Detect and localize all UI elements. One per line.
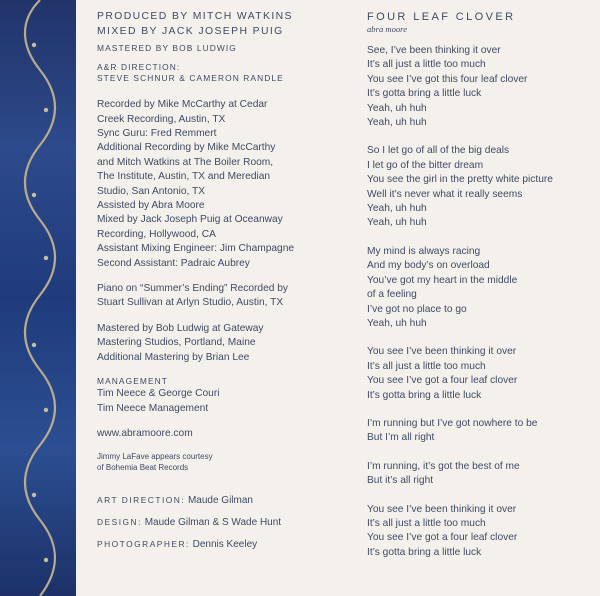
credit-line: Mastering Studios, Portland, Maine <box>97 337 256 349</box>
credit-line: Assisted by Abra Moore <box>97 200 205 212</box>
song-writer: abra moore <box>367 24 408 34</box>
credit-line: Tim Neece Management <box>97 402 209 414</box>
credit-line: Second Assistant: Padraic Aubrey <box>97 257 250 269</box>
mastering-credits <box>97 322 342 365</box>
lyric-line: It’s gotta bring a little luck <box>367 389 482 401</box>
lyric-stanza <box>367 417 592 446</box>
design-credit <box>97 515 342 530</box>
lyric-line: Well it’s never what it really seems <box>367 188 523 200</box>
lyric-line: You see I’ve got this four leaf clover <box>367 73 528 85</box>
art-credits <box>97 493 342 552</box>
lyric-stanza <box>367 503 592 561</box>
courtesy-line: of Bohemia Beat Records <box>97 462 189 472</box>
lyric-line: It’s all just a little too much <box>367 517 486 529</box>
lyric-line: It’s gotta bring a little luck <box>367 88 482 100</box>
piano-credits <box>97 282 342 311</box>
lyric-line: You see I’ve been thinking it over <box>367 346 517 358</box>
mastered-by: MASTERED BY BOB LUDWIG <box>97 43 237 54</box>
photographer-name: Dennis Keeley <box>189 539 258 551</box>
ar-names: STEVE SCHNUR & CAMERON RANDLE <box>97 73 284 84</box>
art-direction-role: ART DIRECTION: <box>97 495 186 506</box>
lyric-stanza <box>367 460 592 489</box>
produced-by: PRODUCED BY MITCH WATKINS <box>97 11 293 22</box>
credit-line: Recorded by Mike McCarthy at Cedar <box>97 99 268 111</box>
ar-heading: A&R DIRECTION: <box>97 62 181 73</box>
lyric-line: It’s all just a little too much <box>367 59 486 71</box>
credit-line: The Institute, Austin, TX and Meredian <box>97 171 271 183</box>
lyric-line: Yeah, uh huh <box>367 102 427 114</box>
lyric-line: But it’s all right <box>367 475 434 487</box>
photographer-role: PHOTOGRAPHER: <box>97 539 190 550</box>
lyric-line: I’m running, it’s got the best of me <box>367 460 520 472</box>
management-heading: MANAGEMENT <box>97 376 169 387</box>
management-credits <box>97 376 342 416</box>
lyric-line: So I let go of all of the big deals <box>367 145 510 157</box>
credit-line: Recording, Hollywood, CA <box>97 228 216 240</box>
lyric-line: You’ve got my heart in the middle <box>367 274 518 286</box>
design-name: Maude Gilman & S Wade Hunt <box>141 517 282 529</box>
credit-line: Mastered by Bob Ludwig at Gateway <box>97 322 264 334</box>
lyric-line: Yeah, uh huh <box>367 317 427 329</box>
credit-line: Creek Recording, Austin, TX <box>97 113 226 125</box>
design-role: DESIGN: <box>97 517 142 528</box>
lyric-line: Yeah, uh huh <box>367 117 427 129</box>
lyric-line: You see the girl in the pretty white picture <box>367 174 553 186</box>
credit-line: Studio, San Antonio, TX <box>97 185 205 197</box>
lyric-line: But I’m all right <box>367 432 435 444</box>
art-direction-credit <box>97 493 342 508</box>
courtesy-block <box>97 452 342 473</box>
decorative-banner <box>0 0 76 596</box>
lyric-line: It’s all just a little too much <box>367 360 486 372</box>
credit-line: Mixed by Jack Joseph Puig at Oceanway <box>97 214 283 226</box>
lyric-line: My mind is always racing <box>367 245 481 257</box>
recording-credits <box>97 98 342 271</box>
credit-line: Piano on “Summer’s Ending” Recorded by <box>97 283 289 295</box>
credit-line: Additional Recording by Mike McCarthy <box>97 142 276 154</box>
credit-line: Assistant Mixing Engineer: Jim Champagne <box>97 243 295 255</box>
wave-ornament <box>0 0 76 596</box>
courtesy-line: Jimmy LaFave appears courtesy <box>97 452 213 462</box>
lyric-line: I’ve got no place to go <box>367 303 467 315</box>
credit-line: Sync Guru: Fred Remmert <box>97 128 217 139</box>
mixed-by: MIXED BY JACK JOSEPH PUIG <box>97 25 284 37</box>
lyric-line: See, I’ve been thinking it over <box>367 45 501 56</box>
lyric-line: You see I’ve got a four leaf clover <box>367 532 518 544</box>
lyric-line: of a feeling <box>367 289 417 301</box>
lyric-line: It’s gotta bring a little luck <box>367 546 482 558</box>
website-block <box>97 427 342 441</box>
lyric-stanza <box>367 245 592 331</box>
lyric-line: I let go of the bitter dream <box>367 159 484 171</box>
lyric-stanza <box>367 345 592 403</box>
photographer-credit <box>97 537 342 552</box>
lyric-line: And my body’s on overload <box>367 260 490 272</box>
website: www.abramoore.com <box>97 427 193 439</box>
lyric-line: You see I’ve got a four leaf clover <box>367 375 518 387</box>
lyric-line: Yeah, uh huh <box>367 217 427 229</box>
lyric-stanza <box>367 144 592 230</box>
art-direction-name: Maude Gilman <box>185 495 253 507</box>
lyric-line: I’m running but I’ve got nowhere to be <box>367 417 538 429</box>
lyrics-body <box>367 44 592 560</box>
lyrics-column <box>367 10 592 574</box>
credit-line: and Mitch Watkins at The Boiler Room, <box>97 156 274 168</box>
credits-column <box>97 10 342 552</box>
credit-line: Tim Neece & George Couri <box>97 388 220 400</box>
lyric-line: You see I’ve been thinking it over <box>367 503 517 515</box>
song-title: FOUR LEAF CLOVER <box>367 11 516 23</box>
credit-line: Additional Mastering by Brian Lee <box>97 351 250 363</box>
lyric-line: Yeah, uh huh <box>367 203 427 215</box>
credit-line: Stuart Sullivan at Arlyn Studio, Austin, TX <box>97 297 284 309</box>
lyric-stanza <box>367 44 592 130</box>
